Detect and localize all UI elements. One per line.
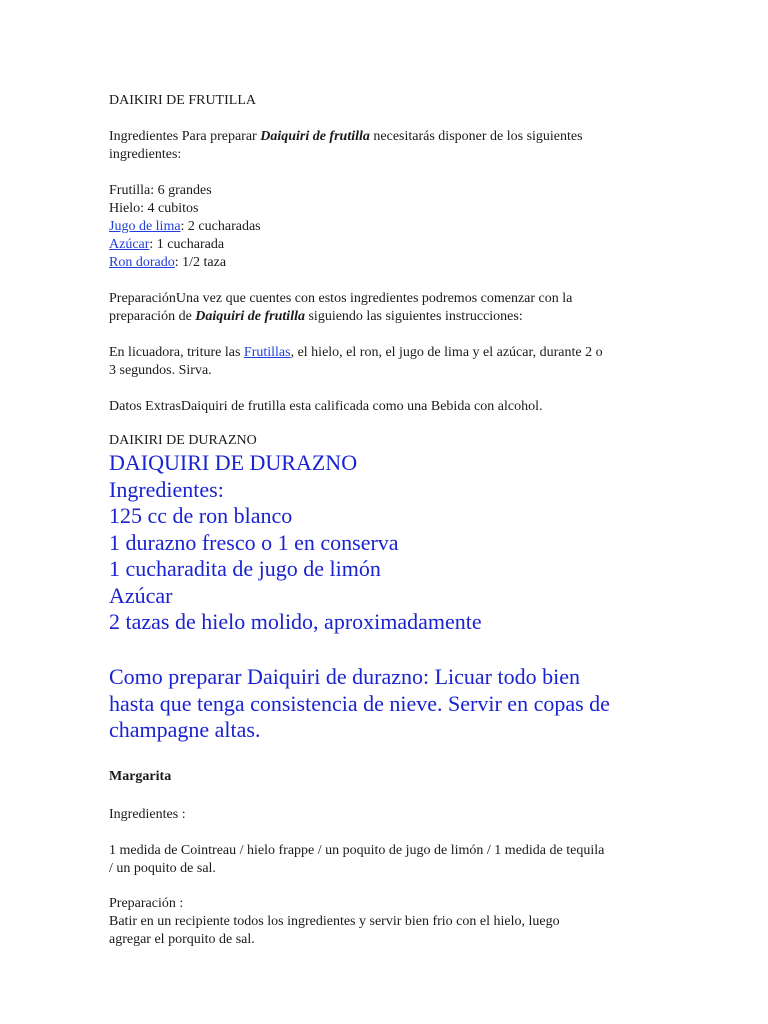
margarita-prep-label: Preparación : [109, 896, 184, 911]
frutilla-intro-line2: ingredientes: [109, 147, 182, 162]
durazno-ingredient: 1 durazno fresco o 1 en conserva [109, 529, 399, 555]
ingredient-qty: : 1/2 taza [174, 255, 227, 270]
ingredient-item [109, 182, 261, 200]
frutilla-instructions-line2: 3 segundos. Sirva. [109, 363, 212, 378]
durazno-ingredient: Azúcar [109, 582, 173, 608]
margarita-title: Margarita [109, 769, 172, 784]
margarita-ingredients-line2: / un poquito de sal. [109, 861, 216, 876]
ingredient-qty: : 2 cucharadas [180, 219, 261, 234]
prep-bold: Daiquiri de frutilla [195, 309, 305, 324]
durazno-ingredient: 2 tazas de hielo molido, aproximadamente [109, 609, 482, 634]
frutilla-prep-line2 [109, 308, 523, 326]
instr-prefix: En licuadora, triture las [109, 345, 244, 360]
durazno-ingredient: 125 cc de ron blanco [109, 503, 293, 528]
ingredient-name: Frutilla [109, 183, 151, 198]
ingredient-qty: : 1 cucharada [149, 237, 225, 252]
ingredient-link-jugo-de-lima[interactable]: Jugo de lima [109, 219, 181, 234]
margarita-prep-line1: Batir en un recipiente todos los ingredientes y servir bien frio con el hielo, luego [109, 914, 560, 929]
ingredient-link-ron-dorado[interactable]: Ron dorado [109, 255, 175, 270]
ingredient-item [109, 236, 261, 254]
margarita-ingredients-line1: 1 medida de Cointreau / hielo frappe / un poquito de jugo de limón / 1 medida de tequila [109, 843, 605, 858]
durazno-ingredients-label: Ingredientes: [109, 476, 224, 502]
margarita-ingredients-label: Ingredientes : [109, 807, 186, 822]
durazno-title-small: DAIKIRI DE DURAZNO [109, 433, 257, 448]
frutilla-extras: Datos ExtrasDaiquiri de frutilla esta calificada como una Bebida con alcohol. [109, 399, 543, 414]
instr-suffix: , el hielo, el ron, el jugo de lima y el azúcar, durante 2 o [290, 345, 603, 360]
ingredient-qty: : 6 grandes [150, 183, 212, 198]
durazno-ingredient: 1 cucharadita de jugo de limón [109, 556, 381, 581]
frutilla-prep-line1: PreparaciónUna vez que cuentes con estos ingredientes podremos comenzar con la [109, 291, 573, 306]
intro-bold: Daiquiri de frutilla [260, 129, 370, 144]
durazno-prep-line: champagne altas. [109, 717, 261, 742]
durazno-heading: DAIQUIRI DE DURAZNO [109, 450, 358, 475]
ingredient-item [109, 254, 261, 272]
prep-suffix: siguiendo las siguientes instrucciones: [304, 309, 523, 324]
durazno-ingredients-block [109, 450, 709, 636]
frutilla-instructions [109, 344, 603, 362]
ingredient-item [109, 218, 261, 236]
margarita-prep-line2: agregar el porquito de sal. [109, 932, 255, 947]
durazno-prep-line: Como preparar Daiquiri de durazno: Licuar todo bien [109, 664, 581, 689]
ingredient-link-azucar[interactable]: Azúcar [109, 237, 150, 252]
intro-suffix: necesitarás disponer de los siguientes [369, 129, 583, 144]
ingredient-name: Hielo [109, 201, 141, 216]
ingredient-qty: : 4 cubitos [140, 201, 199, 216]
durazno-prep-line: hasta que tenga consistencia de nieve. Servir en copas de [109, 690, 610, 716]
ingredient-item [109, 200, 261, 218]
frutilla-ingredient-list [109, 182, 261, 272]
frutilla-intro [109, 128, 583, 146]
intro-prefix: Ingredientes Para preparar [109, 129, 261, 144]
durazno-prep-block [109, 664, 709, 744]
frutilla-title: DAIKIRI DE FRUTILLA [109, 93, 256, 108]
frutillas-link[interactable]: Frutillas [243, 345, 291, 360]
prep-prefix: preparación de [109, 309, 196, 324]
